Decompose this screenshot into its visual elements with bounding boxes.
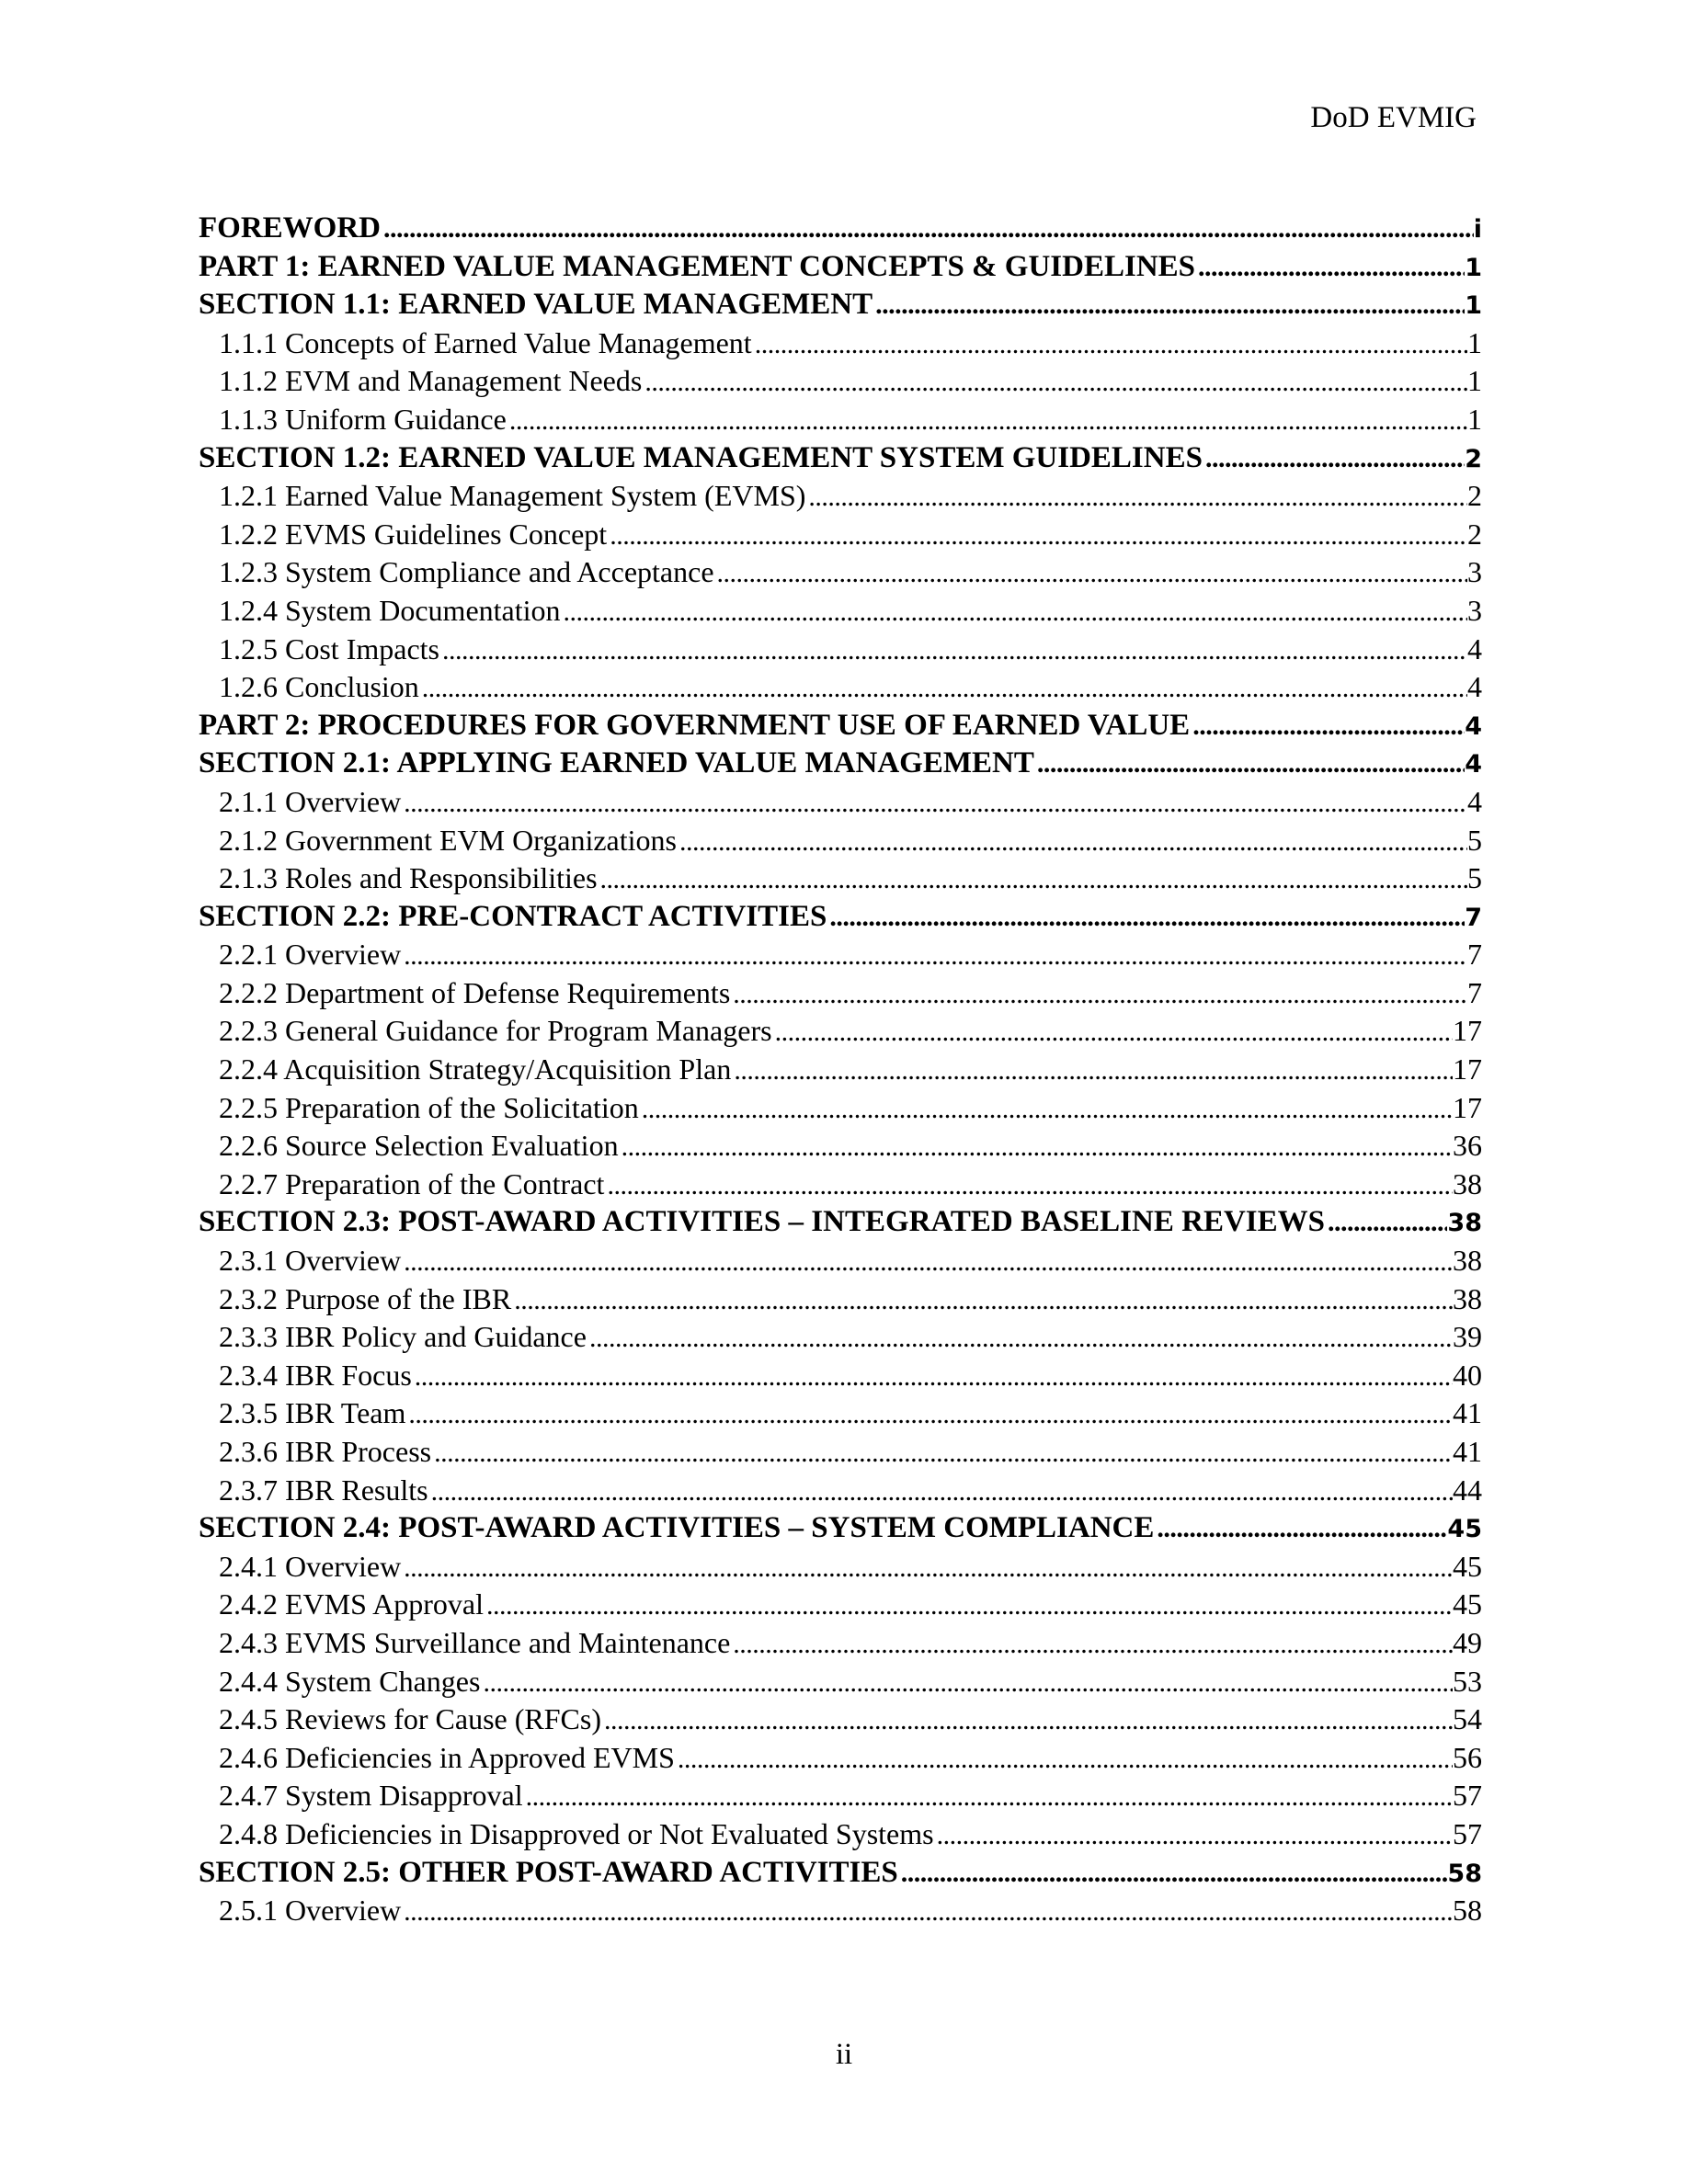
toc-entry-page-number: 53 bbox=[1453, 1664, 1482, 1698]
toc-dot-leader bbox=[511, 1285, 1453, 1316]
toc-entry-page-number: 1 bbox=[1467, 364, 1482, 398]
toc-entry-page-number: 17 bbox=[1453, 1090, 1482, 1124]
toc-entry-title: 2.4.4 System Changes bbox=[219, 1664, 481, 1698]
toc-heading-entry[interactable] bbox=[199, 709, 1482, 747]
toc-entry-page-number: 5 bbox=[1467, 823, 1482, 857]
toc-subsection-entry[interactable] bbox=[199, 1817, 1482, 1856]
toc-entry-title: PART 1: EARNED VALUE MANAGEMENT CONCEPTS & GUIDELINES bbox=[199, 249, 1196, 283]
toc-entry-title: 2.3.3 IBR Policy and Guidance bbox=[219, 1320, 587, 1354]
toc-entry-title: 2.3.7 IBR Results bbox=[219, 1473, 428, 1507]
toc-entry-page-number: 4 bbox=[1467, 670, 1482, 704]
toc-entry-page-number: 36 bbox=[1453, 1129, 1482, 1163]
toc-entry-page-number: 1 bbox=[1465, 291, 1482, 321]
toc-subsection-entry[interactable] bbox=[199, 1129, 1482, 1167]
toc-heading-entry[interactable] bbox=[199, 441, 1482, 480]
toc-entry-title: 2.1.2 Government EVM Organizations bbox=[219, 823, 677, 857]
toc-entry-page-number: 49 bbox=[1453, 1625, 1482, 1659]
toc-heading-entry[interactable] bbox=[199, 288, 1482, 326]
toc-entry-title: 2.4.7 System Disapproval bbox=[219, 1779, 523, 1813]
toc-subsection-entry[interactable] bbox=[199, 1473, 1482, 1512]
toc-entry-page-number: 38 bbox=[1453, 1244, 1482, 1278]
toc-subsection-entry[interactable] bbox=[199, 1396, 1482, 1435]
toc-dot-leader bbox=[730, 1629, 1453, 1660]
toc-entry-title: 1.2.1 Earned Value Management System (EVMS) bbox=[219, 479, 806, 513]
toc-entry-page-number: 41 bbox=[1453, 1435, 1482, 1468]
toc-subsection-entry[interactable] bbox=[199, 1894, 1482, 1932]
toc-entry-page-number: 2 bbox=[1467, 517, 1482, 551]
toc-dot-leader bbox=[561, 597, 1467, 628]
toc-entry-title: 1.1.3 Uniform Guidance bbox=[219, 402, 507, 436]
toc-entry-title: SECTION 2.2: PRE-CONTRACT ACTIVITIES bbox=[199, 899, 827, 933]
toc-subsection-entry[interactable] bbox=[199, 785, 1482, 824]
toc-entry-title: SECTION 2.4: POST-AWARD ACTIVITIES – SYSTEM COMPLIANCE bbox=[199, 1511, 1155, 1545]
toc-entry-title: 1.2.4 System Documentation bbox=[219, 593, 561, 627]
toc-dot-leader bbox=[439, 635, 1467, 666]
toc-heading-entry[interactable] bbox=[199, 1856, 1482, 1894]
toc-subsection-entry[interactable] bbox=[199, 1014, 1482, 1052]
table-of-contents bbox=[199, 211, 1482, 1932]
toc-heading-entry[interactable] bbox=[199, 211, 1482, 250]
toc-dot-leader bbox=[598, 864, 1467, 895]
toc-entry-title: 2.2.5 Preparation of the Solicitation bbox=[219, 1090, 639, 1124]
toc-entry-page-number: 5 bbox=[1467, 861, 1482, 895]
toc-entry-page-number: 7 bbox=[1465, 903, 1482, 932]
toc-entry-title: 2.2.6 Source Selection Evaluation bbox=[219, 1129, 619, 1163]
toc-entry-title: 2.3.1 Overview bbox=[219, 1244, 402, 1278]
toc-entry-page-number: 1 bbox=[1467, 402, 1482, 436]
toc-dot-leader bbox=[1195, 252, 1465, 283]
toc-subsection-entry[interactable] bbox=[199, 364, 1482, 403]
toc-entry-page-number: 39 bbox=[1453, 1320, 1482, 1354]
toc-subsection-entry[interactable] bbox=[199, 976, 1482, 1015]
toc-dot-leader bbox=[1325, 1207, 1447, 1238]
toc-dot-leader bbox=[1203, 443, 1465, 474]
toc-entry-page-number: 58 bbox=[1453, 1894, 1482, 1928]
toc-subsection-entry[interactable] bbox=[199, 555, 1482, 594]
toc-entry-page-number: 2 bbox=[1467, 479, 1482, 513]
toc-entry-title: 2.4.5 Reviews for Cause (RFCs) bbox=[219, 1702, 601, 1736]
toc-subsection-entry[interactable] bbox=[199, 518, 1482, 556]
toc-subsection-entry[interactable] bbox=[199, 670, 1482, 709]
toc-entry-page-number: 45 bbox=[1447, 1515, 1482, 1544]
toc-heading-entry[interactable] bbox=[199, 900, 1482, 938]
toc-entry-title: 2.4.3 EVMS Surveillance and Maintenance bbox=[219, 1625, 731, 1659]
toc-dot-leader bbox=[873, 290, 1465, 321]
toc-entry-title: 2.1.3 Roles and Responsibilities bbox=[219, 861, 598, 895]
toc-entry-title: SECTION 2.5: OTHER POST-AWARD ACTIVITIES bbox=[199, 1855, 898, 1889]
toc-entry-title: 2.1.1 Overview bbox=[219, 784, 402, 818]
toc-dot-leader bbox=[428, 1476, 1453, 1507]
toc-subsection-entry[interactable] bbox=[199, 1320, 1482, 1359]
toc-entry-title: 2.3.6 IBR Process bbox=[219, 1435, 432, 1468]
toc-dot-leader bbox=[1190, 711, 1465, 742]
toc-dot-leader bbox=[604, 1170, 1453, 1201]
toc-entry-page-number: 44 bbox=[1453, 1473, 1482, 1507]
toc-dot-leader bbox=[601, 1705, 1453, 1736]
toc-entry-page-number: 57 bbox=[1453, 1816, 1482, 1850]
toc-dot-leader bbox=[730, 979, 1467, 1010]
toc-entry-title: 2.2.2 Department of Defense Requirements bbox=[219, 975, 731, 1009]
toc-subsection-entry[interactable] bbox=[199, 1550, 1482, 1588]
toc-entry-page-number: 40 bbox=[1453, 1358, 1482, 1392]
toc-dot-leader bbox=[805, 482, 1467, 513]
toc-entry-page-number: 4 bbox=[1467, 784, 1482, 818]
toc-entry-title: 2.3.4 IBR Focus bbox=[219, 1358, 412, 1392]
toc-dot-leader bbox=[934, 1820, 1453, 1851]
toc-dot-leader bbox=[639, 1094, 1453, 1125]
toc-entry-title: 1.2.2 EVMS Guidelines Concept bbox=[219, 517, 608, 551]
toc-subsection-entry[interactable] bbox=[199, 1665, 1482, 1703]
toc-entry-title: 2.4.2 EVMS Approval bbox=[219, 1587, 484, 1621]
toc-dot-leader bbox=[412, 1361, 1453, 1393]
toc-entry-title: PART 2: PROCEDURES FOR GOVERNMENT USE OF EARNED VALUE bbox=[199, 708, 1191, 742]
toc-entry-title: 2.2.4 Acquisition Strategy/Acquisition Plan bbox=[219, 1052, 732, 1086]
toc-entry-title: SECTION 2.1: APPLYING EARNED VALUE MANAGEMENT bbox=[199, 746, 1034, 780]
toc-subsection-entry[interactable] bbox=[199, 632, 1482, 671]
toc-entry-page-number: 57 bbox=[1453, 1779, 1482, 1813]
toc-entry-page-number: 38 bbox=[1447, 1209, 1482, 1238]
toc-entry-title: 2.5.1 Overview bbox=[219, 1894, 402, 1928]
toc-subsection-entry[interactable] bbox=[199, 1167, 1482, 1206]
toc-entry-title: 2.4.6 Deficiencies in Approved EVMS bbox=[219, 1740, 675, 1774]
toc-entry-title: 1.1.1 Concepts of Earned Value Management bbox=[219, 325, 752, 359]
toc-dot-leader bbox=[401, 1553, 1453, 1584]
toc-dot-leader bbox=[642, 367, 1467, 398]
toc-heading-entry[interactable] bbox=[199, 746, 1482, 785]
toc-subsection-entry[interactable] bbox=[199, 326, 1482, 365]
toc-entry-title: 1.2.5 Cost Impacts bbox=[219, 631, 439, 665]
toc-subsection-entry[interactable] bbox=[199, 479, 1482, 518]
toc-dot-leader bbox=[619, 1132, 1453, 1163]
toc-dot-leader bbox=[419, 673, 1467, 704]
toc-entry-page-number: 1 bbox=[1467, 325, 1482, 359]
running-header: DoD EVMIG bbox=[1310, 101, 1477, 134]
toc-entry-page-number: 2 bbox=[1465, 444, 1482, 473]
toc-entry-page-number: 54 bbox=[1453, 1702, 1482, 1736]
toc-entry-page-number: 1 bbox=[1465, 253, 1482, 282]
toc-dot-leader bbox=[675, 1744, 1453, 1775]
toc-dot-leader bbox=[401, 788, 1467, 819]
toc-dot-leader bbox=[401, 940, 1467, 972]
toc-dot-leader bbox=[523, 1781, 1453, 1813]
toc-dot-leader bbox=[1154, 1513, 1447, 1544]
toc-dot-leader bbox=[752, 329, 1467, 360]
toc-entry-page-number: 38 bbox=[1453, 1281, 1482, 1315]
toc-dot-leader bbox=[1034, 748, 1465, 779]
toc-subsection-entry[interactable] bbox=[199, 1052, 1482, 1091]
toc-dot-leader bbox=[401, 1246, 1453, 1278]
toc-subsection-entry[interactable] bbox=[199, 1779, 1482, 1817]
toc-dot-leader bbox=[587, 1323, 1453, 1354]
toc-subsection-entry[interactable] bbox=[199, 1626, 1482, 1665]
toc-subsection-entry[interactable] bbox=[199, 1359, 1482, 1397]
toc-entry-title: SECTION 1.2: EARNED VALUE MANAGEMENT SYSTEM GUIDELINES bbox=[199, 440, 1203, 474]
toc-dot-leader bbox=[507, 405, 1467, 437]
toc-entry-page-number: 7 bbox=[1467, 938, 1482, 972]
toc-entry-page-number: 7 bbox=[1467, 975, 1482, 1009]
toc-dot-leader bbox=[677, 826, 1467, 858]
toc-entry-title: 1.2.3 System Compliance and Acceptance bbox=[219, 555, 714, 589]
toc-entry-title: 2.4.1 Overview bbox=[219, 1549, 402, 1583]
toc-entry-title: SECTION 2.3: POST-AWARD ACTIVITIES – INTEGRATED BASELINE REVIEWS bbox=[199, 1205, 1325, 1239]
toc-entry-page-number: 45 bbox=[1453, 1549, 1482, 1583]
toc-dot-leader bbox=[731, 1055, 1453, 1086]
toc-dot-leader bbox=[480, 1667, 1453, 1699]
toc-subsection-entry[interactable] bbox=[199, 824, 1482, 862]
toc-entry-title: 1.2.6 Conclusion bbox=[219, 670, 419, 704]
toc-entry-page-number: 45 bbox=[1453, 1587, 1482, 1621]
toc-entry-title: 2.2.1 Overview bbox=[219, 938, 402, 972]
toc-dot-leader bbox=[772, 1017, 1453, 1048]
toc-entry-page-number: 17 bbox=[1453, 1014, 1482, 1048]
toc-subsection-entry[interactable] bbox=[199, 938, 1482, 976]
toc-entry-title: 2.3.5 IBR Team bbox=[219, 1396, 406, 1430]
toc-entry-page-number: 3 bbox=[1467, 593, 1482, 627]
toc-dot-leader bbox=[714, 558, 1467, 589]
toc-dot-leader bbox=[827, 902, 1465, 933]
toc-entry-page-number: i bbox=[1473, 215, 1482, 244]
toc-subsection-entry[interactable] bbox=[199, 1587, 1482, 1626]
toc-entry-page-number: 58 bbox=[1447, 1859, 1482, 1888]
toc-dot-leader bbox=[431, 1438, 1453, 1469]
toc-subsection-entry[interactable] bbox=[199, 1282, 1482, 1321]
toc-entry-page-number: 3 bbox=[1467, 555, 1482, 589]
toc-entry-title: SECTION 1.1: EARNED VALUE MANAGEMENT bbox=[199, 288, 873, 322]
toc-entry-title: 1.1.2 EVM and Management Needs bbox=[219, 364, 643, 398]
toc-entry-title: 2.2.7 Preparation of the Contract bbox=[219, 1166, 605, 1200]
toc-entry-page-number: 56 bbox=[1453, 1740, 1482, 1774]
toc-dot-leader bbox=[898, 1858, 1448, 1889]
toc-dot-leader bbox=[607, 520, 1467, 552]
toc-subsection-entry[interactable] bbox=[199, 1741, 1482, 1780]
toc-dot-leader bbox=[381, 213, 1474, 245]
toc-entry-title: FOREWORD bbox=[199, 211, 381, 245]
toc-entry-title: 2.2.3 General Guidance for Program Managers bbox=[219, 1014, 772, 1048]
toc-entry-page-number: 4 bbox=[1465, 750, 1482, 779]
toc-entry-page-number: 38 bbox=[1453, 1166, 1482, 1200]
toc-entry-title: 2.3.2 Purpose of the IBR bbox=[219, 1281, 512, 1315]
toc-entry-page-number: 4 bbox=[1465, 711, 1482, 741]
toc-subsection-entry[interactable] bbox=[199, 861, 1482, 900]
toc-subsection-entry[interactable] bbox=[199, 594, 1482, 632]
toc-heading-entry[interactable] bbox=[199, 1205, 1482, 1244]
toc-entry-page-number: 41 bbox=[1453, 1396, 1482, 1430]
toc-dot-leader bbox=[401, 1896, 1453, 1928]
toc-subsection-entry[interactable] bbox=[199, 1244, 1482, 1282]
toc-dot-leader bbox=[405, 1399, 1453, 1430]
page-number: ii bbox=[835, 2038, 853, 2071]
toc-dot-leader bbox=[484, 1590, 1453, 1621]
toc-heading-entry[interactable] bbox=[199, 1511, 1482, 1550]
toc-subsection-entry[interactable] bbox=[199, 1435, 1482, 1473]
toc-entry-page-number: 4 bbox=[1467, 631, 1482, 665]
toc-subsection-entry[interactable] bbox=[199, 1091, 1482, 1130]
toc-heading-entry[interactable] bbox=[199, 250, 1482, 289]
toc-subsection-entry[interactable] bbox=[199, 1702, 1482, 1741]
toc-subsection-entry[interactable] bbox=[199, 403, 1482, 441]
toc-entry-page-number: 17 bbox=[1453, 1052, 1482, 1086]
toc-entry-title: 2.4.8 Deficiencies in Disapproved or Not Evaluated Systems bbox=[219, 1816, 934, 1850]
